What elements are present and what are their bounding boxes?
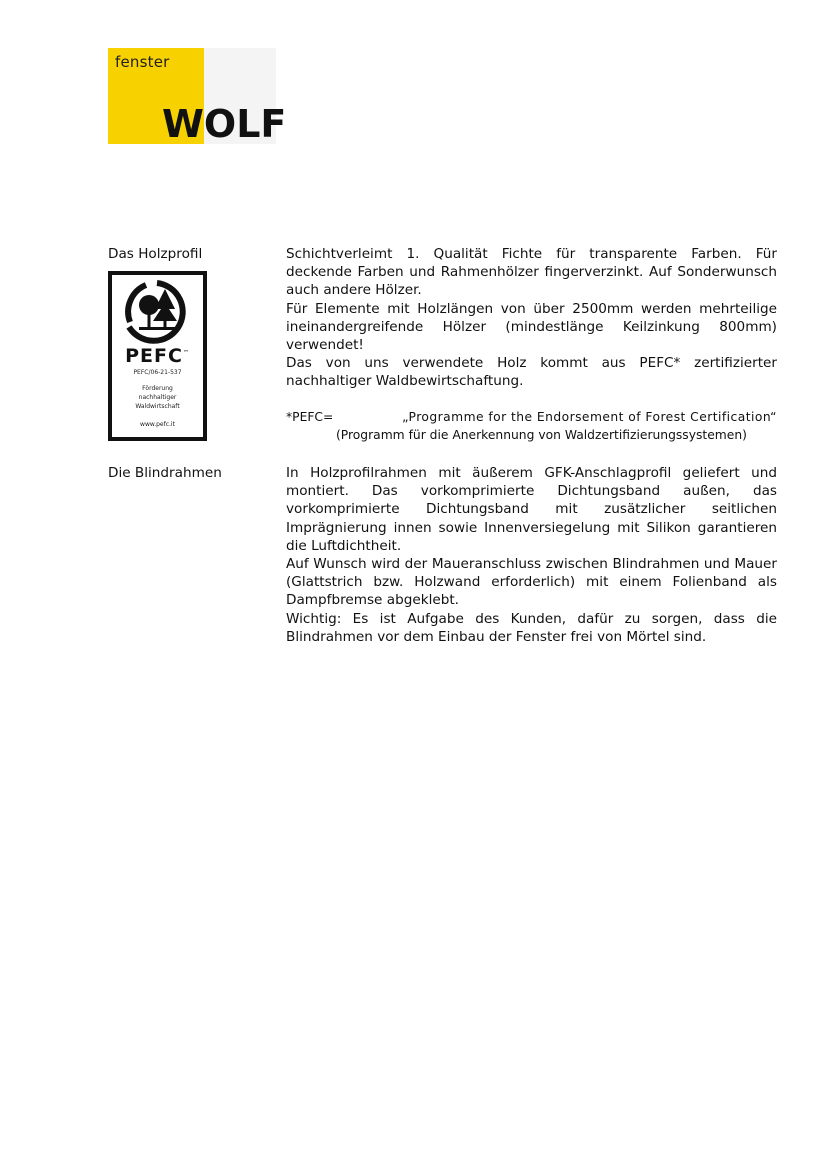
holzprofil-paragraph-1: Schichtverleimt 1. Qualität Fichte für transparente Farben. Für deckende Farben und Rahmenhölzer fingerverzinkt. Auf Sonderwunsch auch andere Hölzer. (286, 246, 777, 299)
blindrahmen-paragraph-2: Auf Wunsch wird der Maueranschluss zwischen Blindrahmen und Mauer (Glattstrich bzw. Holzwand erforderlich) mit einem Folienband als Dampfbremse abgeklebt. (286, 556, 777, 609)
holzprofil-paragraph-3: Das von uns verwendete Holz kommt aus PEFC* zertifizierter nachhaltiger Waldbewirtschaftung. (286, 355, 777, 390)
pefc-line-1: Förderung (142, 385, 173, 392)
pefc-logo (108, 271, 207, 441)
pefc-code: PEFC/06-21-537 (133, 369, 182, 376)
pefc-wordmark: PEFC™ (125, 345, 190, 367)
blindrahmen-paragraph-3: Wichtig: Es ist Aufgabe des Kunden, dafür zu sorgen, dass die Blindrahmen vor dem Einbau der Fenster frei von Mörtel sind. (286, 610, 777, 645)
footnote-text: „Programme for the Endorsement of Forest Certification“ (402, 410, 777, 424)
company-logo (108, 48, 287, 146)
blindrahmen-text (286, 464, 777, 646)
footnote-translation: (Programm für die Anerkennung von Waldzertifizierungssystemen) (336, 428, 747, 442)
pefc-line-2: nachhaltiger (138, 394, 177, 401)
blindrahmen-paragraph-1: In Holzprofilrahmen mit äußerem GFK-Anschlagprofil geliefert und montiert. Das vorkomprimierte Dichtungsband außen, das vorkomprimierte Dichtungsband mit zusätzlicher seitlichen Imprägnierung innen sowie Innenversiegelung mit Silikon garantieren die Luftdichtheit. (286, 465, 777, 554)
logo-big-text: WOLF (162, 102, 287, 146)
holzprofil-paragraph-2: Für Elemente mit Holzlängen von über 2500mm werden mehrteilige ineinandergreifende Hölzer (mindestlänge Keilzinkung 800mm) verwendet! (286, 300, 777, 354)
pefc-logo-inner (112, 275, 203, 437)
pefc-line-3: Waldwirtschaft (135, 403, 180, 410)
holzprofil-text (286, 245, 777, 391)
logo-small-text: fenster (115, 53, 170, 71)
pefc-url: www.pefc.it (140, 421, 175, 428)
section-label-blindrahmen: Die Blindrahmen (108, 465, 222, 481)
section-label-holzprofil: Das Holzprofil (108, 246, 203, 262)
pefc-tree-icon (112, 275, 203, 347)
footnote-key: *PEFC= (286, 410, 334, 424)
